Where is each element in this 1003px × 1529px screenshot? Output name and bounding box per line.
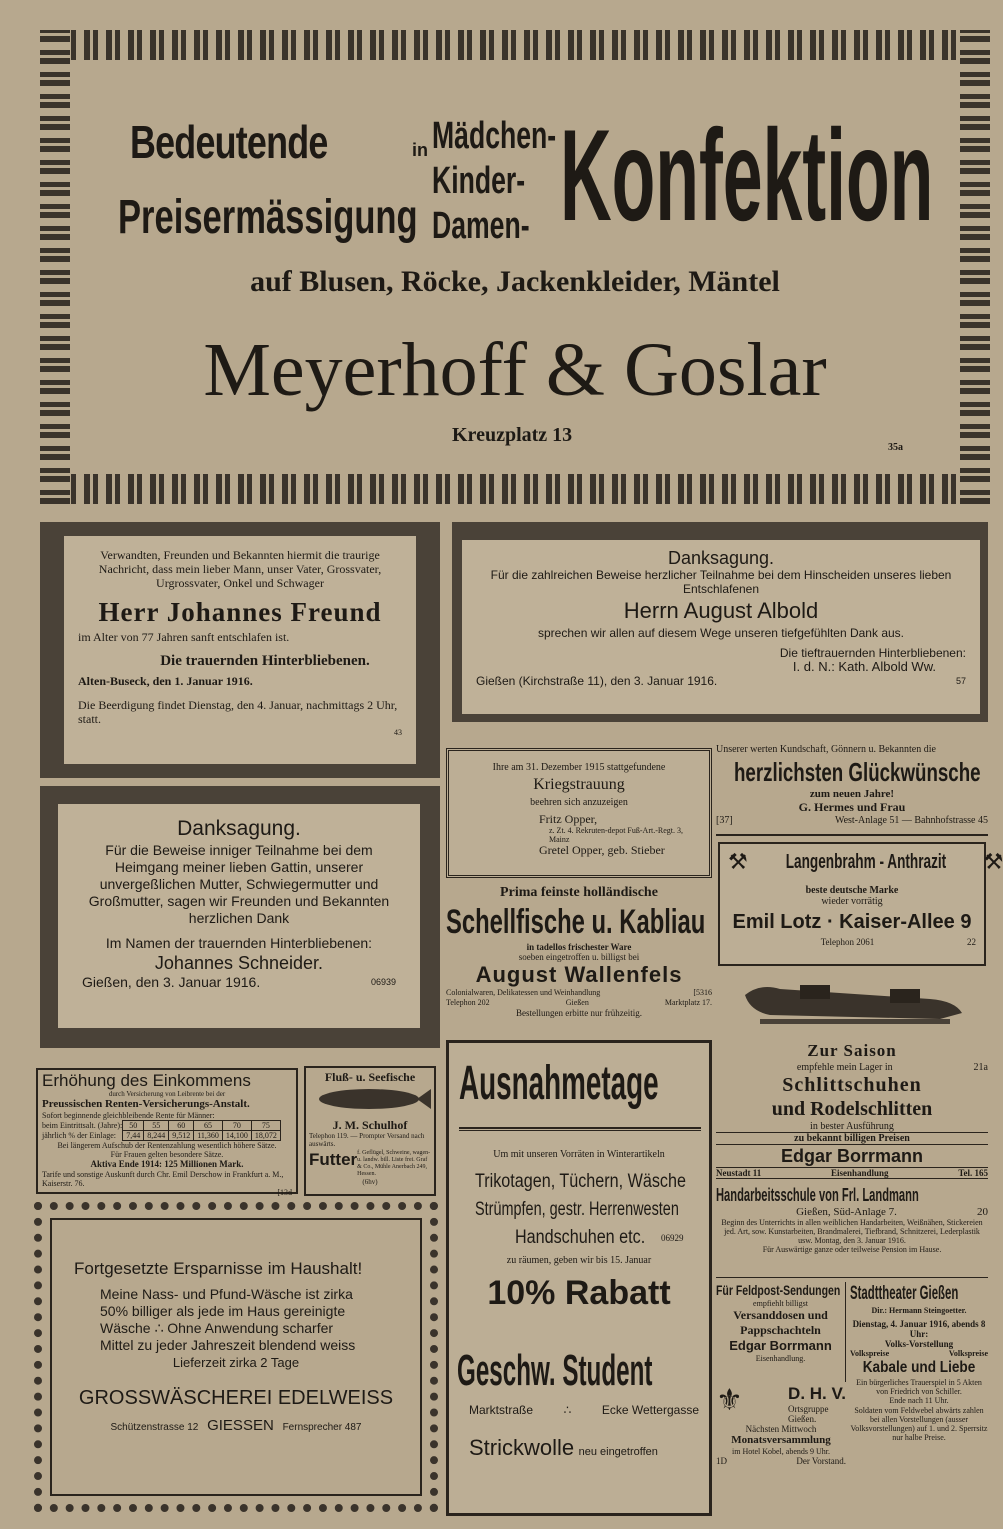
schneider-title: Danksagung. [177, 817, 301, 840]
landmann-l1: Handarbeitsschule von Frl. Landmann [716, 1185, 919, 1205]
ausnahme-addr1: Marktstraße [469, 1403, 534, 1417]
rente-l6: jährlich % der Einlage: [42, 1131, 116, 1140]
rente-l5: beim Eintrittsalt. (Jahre): [42, 1121, 123, 1130]
schneider-text: Für die Beweise inniger Teilnahme bei dem Heimgang meiner lieben Gattin, unserer unvergeßlichen Mutter, Schwiegermutter und Großmutter, sagen wir Freunden und Bekannten herzlichen Dank [88, 842, 390, 926]
albold-place: Gießen (Kirchstraße 11), den 3. Januar 1916. [476, 674, 718, 688]
edelweiss-l8a: Schützenstrasse 12 [110, 1422, 199, 1433]
albold-code: 57 [955, 676, 966, 686]
theater-ad [850, 1282, 988, 1516]
rente-l10: Tarife und sonstige Auskunft durch Chr. Emil Derschow in Frankfurt a. M., Kaiserstr. 76. [42, 1170, 284, 1188]
wedding-l5: Gretel Opper, geb. Stieber [539, 843, 665, 857]
rente-l2: durch Versicherung von Leibrente bei der [108, 1090, 226, 1098]
obit-mourners: Die trauernden Hinterbliebenen. [160, 653, 370, 669]
hermes-l2: herzlichsten Glückwünsche [734, 757, 981, 787]
ausnahme-wool: Strickwolle [469, 1435, 575, 1460]
skate-icon [740, 975, 970, 1033]
obit-intro: Verwandten, Freunden und Bekannten hiermit die traurige Nachricht, dass mein lieber Mann, unser Vater, Grossvater, Urgrossvater, Onkel und Schwager [98, 548, 382, 590]
rate-cell: 18,072 [251, 1131, 280, 1141]
landmann-ad [716, 1184, 988, 1278]
edelweiss-l8b: GIESSEN [207, 1417, 274, 1434]
age-cell: 60 [169, 1121, 194, 1131]
feldpost-l5: Eisenhandlung. [755, 1354, 806, 1363]
wedding-l4b: z. Zt. 4. Rekruten-depot Fuß-Art.-Regt. 3, Mainz [549, 826, 683, 844]
landmann-code: 20 [977, 1206, 988, 1218]
ausnahme-item-0: Trikotagen, Tüchern, Wäsche [475, 1171, 686, 1192]
albold-sign2: I. d. N.: Kath. Albold Ww. [792, 659, 936, 674]
obit-name: Herr Johannes Freund [98, 597, 382, 627]
ausnahme-ad [446, 1040, 712, 1516]
schneider-code: 06939 [370, 977, 396, 987]
hammers-icon: ⚒ [728, 850, 748, 875]
thanks-albold-ad [452, 522, 988, 722]
rate-cell: 8,244 [144, 1131, 169, 1141]
rente-l7: Bei längerem Aufschub der Rentenzahlung wesentlich höhere Sätze. [57, 1141, 277, 1150]
ausnahme-firm: Geschw. Student [457, 1346, 653, 1395]
rate-cell: 11,360 [194, 1131, 223, 1141]
lotz-l1: Langenbrahm - Anthrazit [785, 851, 946, 873]
saison-l7: Edgar Borrmann [780, 1146, 924, 1166]
saison-l1: Zur Saison [807, 1041, 897, 1060]
feldpost-ad [716, 1282, 846, 1382]
schulhof-l4: Futter [309, 1150, 358, 1169]
skate-illustration [740, 975, 970, 1033]
theater-l2: Dir.: Hermann Steingoetter. [871, 1306, 967, 1315]
schulhof-l5: f. Geflügel, Schweine, wagen- u. landw. bill. Liste frei. Graf & Co., Mühle Anerbach 249, Hessen. [357, 1150, 431, 1177]
fish-icon [309, 1084, 433, 1114]
dhv-l1: D. H. V. [788, 1384, 846, 1403]
edelweiss-l5: Mittel zu jeder Jahreszeit blendend weiss [100, 1337, 356, 1353]
wedding-l1: Ihre am 31. Dezember 1915 stattgefundene [492, 762, 666, 773]
feldpost-l1: Für Feldpost-Sendungen [716, 1282, 841, 1298]
obit-age: im Alter von 77 Jahren sanft entschlafen ist. [78, 630, 290, 644]
saison-l3: Schlittschuhen [782, 1074, 922, 1096]
obit-code: 43 [394, 728, 402, 737]
fish-l6: Colonialwaren, Delikatessen und Weinhandlung [446, 988, 601, 997]
schneider-sign1: Im Namen der trauernden Hinterbliebenen: [105, 935, 373, 951]
title-rule [459, 1127, 701, 1131]
theater-l3: Dienstag, 4. Januar 1916, abends 8 Uhr: [852, 1319, 986, 1339]
dhv-ad [716, 1384, 846, 1516]
landmann-l4: Für Auswärtige ganze oder teilweise Pension im Hause. [762, 1245, 942, 1254]
top-ad [70, 60, 960, 474]
fish-l4: soeben eingetroffen u. billigst bei [518, 952, 640, 962]
hermes-l1: Unserer werten Kundschaft, Gönnern u. Bekannten die [716, 744, 936, 755]
cat-damen: Damen- [432, 205, 530, 247]
lotz-l2: beste deutsche Marke [805, 885, 899, 896]
rente-ad [36, 1068, 298, 1197]
dhv-l4: Nächsten Mittwoch [745, 1424, 817, 1434]
lotz-ad [718, 842, 1003, 966]
saison-code: 21a [973, 1062, 988, 1073]
thanks-schneider-ad [40, 786, 440, 1048]
edelweiss-l6: Lieferzeit zirka 2 Tage [172, 1355, 300, 1370]
saison-l5: in bester Ausführung [810, 1121, 894, 1132]
ausnahme-addr2: Ecke Wettergasse [601, 1403, 699, 1417]
top-border-bottom [40, 474, 990, 504]
theater-l1: Stadttheater Gießen [850, 1283, 959, 1304]
obit-freund-ad [40, 522, 440, 778]
schulhof-l1: Fluß- u. Seefische [324, 1070, 416, 1084]
theater-l5a: Volkspreise [850, 1349, 890, 1358]
schulhof-l2: J. M. Schulhof [332, 1118, 408, 1132]
theater-l6: Kabale und Liebe [862, 1359, 976, 1376]
fish-l7b: Gießen [565, 998, 589, 1007]
top-border-right [960, 30, 990, 504]
landmann-l3: Beginn des Unterrichts in allen weiblichen Handarbeiten, Weißnähen, Stickereien jed. Art, sow. Kunstarbeiten, Brandmalerei, Tiefbrand, Schnitzerei, Lederplastik usw. Montag, den 3. Januar 1916. [721, 1218, 983, 1245]
schulhof-l3: Telephon 119. — Prompter Versand nach auswärts. [309, 1132, 425, 1148]
headline-preisermaessigung: Preisermässigung [118, 191, 418, 244]
ausnahme-rabatt: 10% Rabatt [487, 1274, 671, 1312]
hermes-l5a: [37] [716, 815, 733, 826]
fish-l2: Schellfische u. Kabliau [446, 903, 706, 941]
edelweiss-l7: GROSSWÄSCHEREI EDELWEISS [78, 1387, 394, 1409]
edelweiss-l3: 50% billiger als jede im Haus gereinigte [100, 1303, 346, 1319]
fish-ad [446, 884, 712, 1032]
rente-l1: Erhöhung des Einkommens [42, 1071, 251, 1090]
fish-l8: Bestellungen erbitte nur frühzeitig. [516, 1008, 642, 1018]
wedding-l2: Kriegstrauung [533, 776, 625, 793]
saison-l6: zu bekannt billigen Preisen [716, 1132, 988, 1145]
edelweiss-ad [34, 1202, 438, 1512]
schneider-sign2: Johannes Schneider. [154, 953, 324, 973]
theater-l5b: Volkspreise [948, 1349, 988, 1358]
theater-l9: Soldaten vom Feldwebel abwärts zahlen bei allen Vorstellungen (ausser Volksvorstellungen) auf 1. und 2. Sperrsitz nur halbe Preise. [850, 1406, 988, 1442]
rente-l9: Aktiva Ende 1914: 125 Millionen Mark. [90, 1159, 244, 1169]
age-cell: 50 [123, 1121, 144, 1131]
ausnahme-item-2: Handschuhen etc. [515, 1227, 646, 1248]
fish-l7c: Marktplatz 17. [664, 998, 712, 1007]
wedding-l4: Fritz Opper, [539, 812, 598, 826]
theater-l7: Ein bürgerliches Trauerspiel in 5 Akten von Friedrich von Schiller. [856, 1378, 982, 1396]
lotz-l4: Emil Lotz · Kaiser-Allee 9 [732, 911, 972, 933]
obit-place: Alten-Buseck, den 1. Januar 1916. [78, 674, 253, 688]
ausnahme-code: 06929 [661, 1233, 684, 1243]
albold-text2: sprechen wir allen auf diesem Wege unseren tiefgefühlten Dank aus. [538, 626, 904, 640]
wedding-ad [446, 748, 712, 878]
headline-bedeutende: Bedeutende [130, 116, 328, 168]
feldpost-l4: Edgar Borrmann [729, 1338, 832, 1353]
dhv-l7: Der Vorstand. [796, 1456, 846, 1466]
hammers-icon-right: ⚒ [983, 850, 1003, 875]
items-line: auf Blusen, Röcke, Jackenkleider, Mäntel [250, 265, 780, 298]
hermes-l4: G. Hermes und Frau [798, 800, 906, 814]
age-cell: 65 [194, 1121, 223, 1131]
ausnahme-wool2: neu eingetroffen [578, 1446, 658, 1458]
hermes-ad [716, 744, 988, 836]
ausnahme-dots: ∴ [563, 1403, 572, 1417]
rente-l8: Für Frauen gelten besondere Sätze. [110, 1150, 224, 1159]
rate-cell: 7,44 [123, 1131, 144, 1141]
rate-cell: 9,512 [169, 1131, 194, 1141]
ad-code: 35a [888, 442, 903, 453]
lotz-l3: wieder vorrätig [821, 896, 883, 907]
cat-kinder: Kinder- [432, 160, 526, 202]
albold-text: Für die zahlreichen Beweise herzlicher Teilnahme bei dem Hinscheiden unseres lieben Entschlafenen [490, 568, 952, 596]
landmann-l2: Gießen, Süd-Anlage 7. [796, 1206, 897, 1218]
ausnahme-title: Ausnahmetage [459, 1057, 659, 1110]
rente-code: [13d [277, 1188, 292, 1197]
saison-l2: empfehle mein Lager in [796, 1062, 893, 1073]
saison-l4: und Rodelschlitten [771, 1098, 933, 1120]
rate-cell: 14,100 [222, 1131, 251, 1141]
address: Kreuzplatz 13 [452, 424, 573, 446]
top-border-top [40, 30, 990, 60]
age-cell: 70 [222, 1121, 251, 1131]
hermes-l3: zum neuen Jahre! [809, 788, 895, 800]
wedding-l3: beehren sich anzuzeigen [530, 797, 628, 808]
theater-l8: Ende nach 11 Uhr. [889, 1396, 949, 1405]
schulhof-ad [304, 1066, 436, 1196]
dhv-l7a: 1D [716, 1456, 727, 1466]
headline-konfektion: Konfektion [560, 102, 934, 248]
feldpost-l2: empfiehlt billigst [753, 1299, 808, 1308]
edelweiss-l4: Wäsche ∴ Ohne Anwendung scharfer [100, 1320, 334, 1336]
feldpost-l3: Versanddosen und Pappschachteln [733, 1308, 828, 1337]
saison-l8b: Eisenhandlung [831, 1168, 889, 1178]
fish-l6b: [5316 [693, 988, 712, 997]
rente-l4: Sofort beginnende gleichbleibende Rente für Männer: [42, 1111, 215, 1120]
fish-l3: in tadellos frischester Ware [526, 942, 632, 952]
saison-ad [716, 1040, 988, 1182]
age-cell: 75 [251, 1121, 280, 1131]
albold-sign1: Die tieftrauernden Hinterbliebenen: [779, 646, 966, 660]
schulhof-code: (6hv) [362, 1178, 378, 1186]
ausnahme-l1: Um mit unseren Vorräten in Winterartikeln [493, 1149, 665, 1160]
cat-maedchen: Mädchen- [432, 115, 557, 157]
saison-l8a: Neustadt 11 [716, 1168, 762, 1178]
firm-name: Meyerhoff & Goslar [203, 328, 827, 412]
age-cell: 55 [144, 1121, 169, 1131]
fish-l1: Prima feinste holländische [500, 885, 658, 900]
dhv-l6: im Hotel Kobel, abends 9 Uhr. [732, 1447, 830, 1456]
lotz-l5: Telephon 2061 [820, 937, 875, 947]
dhv-l5: Monatsversammlung [731, 1434, 831, 1446]
fish-l5: August Wallenfels [475, 962, 683, 987]
edelweiss-l8c: Fernsprecher 487 [282, 1422, 362, 1433]
albold-name: Herrn August Albold [623, 598, 819, 623]
dhv-emblem-icon: ⚜ [716, 1383, 743, 1418]
top-border-left [40, 30, 70, 504]
fish-l7: Telephon 202 [446, 998, 490, 1007]
rente-table [42, 1120, 281, 1141]
headline-in: in [412, 140, 428, 160]
obit-funeral: Die Beerdigung findet Dienstag, den 4. Januar, nachmittags 2 Uhr, statt. [78, 698, 398, 726]
dhv-l2: Ortsgruppe [788, 1404, 829, 1414]
edelweiss-l2: Meine Nass- und Pfund-Wäsche ist zirka [100, 1286, 353, 1302]
ausnahme-l2: zu räumen, geben wir bis 15. Januar [506, 1255, 652, 1266]
dhv-l3: Gießen. [788, 1414, 817, 1424]
edelweiss-l1: Fortgesetzte Ersparnisse im Haushalt! [74, 1259, 363, 1278]
albold-title: Danksagung. [667, 548, 775, 568]
ausnahme-item-1: Strümpfen, gestr. Herrenwesten [475, 1199, 679, 1220]
schneider-place: Gießen, den 3. Januar 1916. [82, 974, 261, 990]
saison-l8c: Tel. 165 [958, 1168, 988, 1178]
theater-l4: Volks-Vorstellung [884, 1339, 954, 1349]
hermes-l5: West-Anlage 51 — Bahnhofstrasse 45 [834, 815, 988, 826]
rente-l3: Preussischen Renten-Versicherungs-Anstalt. [42, 1098, 250, 1110]
lotz-code: 22 [966, 937, 976, 947]
